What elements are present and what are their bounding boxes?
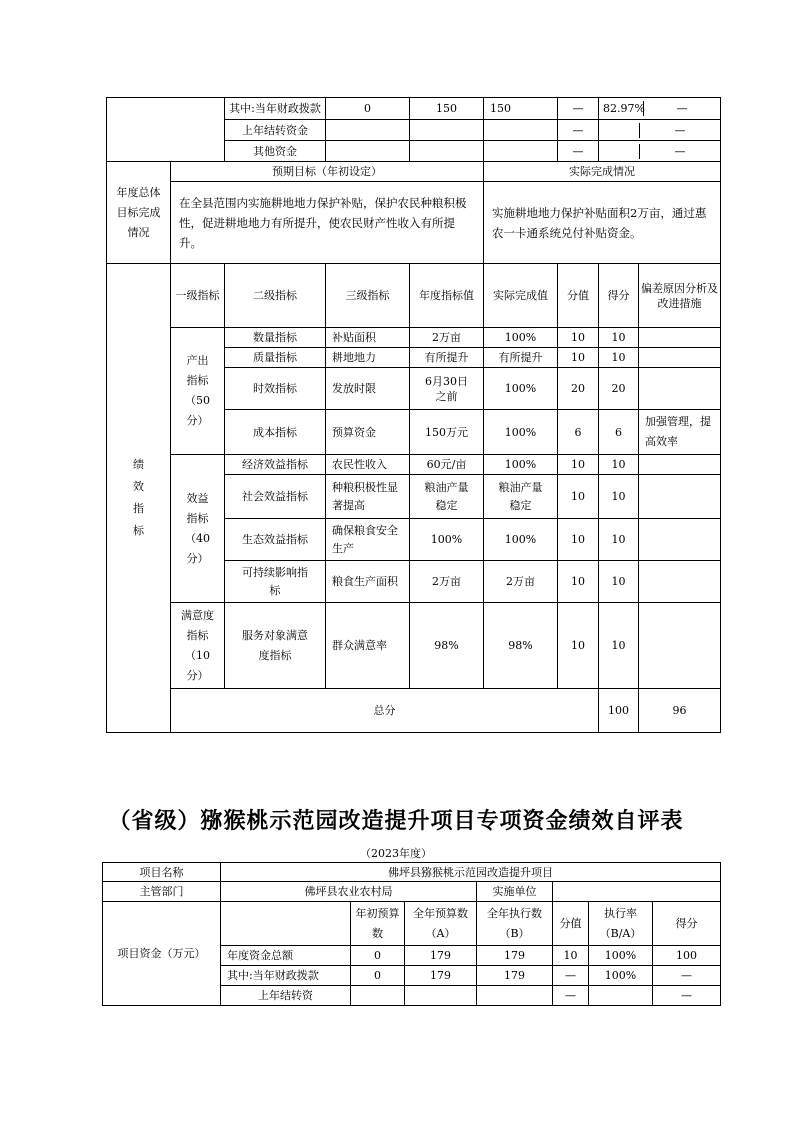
indicator-score: 10	[599, 519, 639, 561]
indicator-actual: 100%	[484, 328, 558, 348]
total-label: 总分	[171, 689, 599, 733]
funds-score: —	[653, 966, 721, 986]
indicator-l2: 成本指标	[225, 410, 326, 455]
indicator-l2: 生态效益指标	[225, 519, 326, 561]
indicator-weight: 10	[558, 475, 599, 519]
goals-label: 年度总体目标完成情况	[107, 162, 171, 264]
dept-value: 佛坪县农业农村局	[221, 882, 477, 902]
funds-weight: —	[553, 966, 589, 986]
budget-initial: 0	[326, 98, 410, 120]
indicator-l2: 质量指标	[225, 348, 326, 368]
header-level2: 二级指标	[225, 264, 326, 328]
indicator-target: 有所提升	[410, 348, 484, 368]
header-level3: 三级指标	[326, 264, 410, 328]
budget-row	[107, 98, 721, 120]
indicator-reason	[639, 475, 721, 519]
header-rate: 执行率（B/A）	[589, 902, 653, 946]
indicator-actual: 100%	[484, 455, 558, 475]
indicator-reason: 加强管理，提高效率	[639, 410, 721, 455]
performance-table	[106, 97, 721, 733]
project-name: 佛坪县猕猴桃示范园改造提升项目	[221, 863, 721, 882]
indicator-l3: 耕地地力	[326, 348, 410, 368]
indicator-score: 10	[599, 348, 639, 368]
indicator-l2: 服务对象满意度指标	[225, 603, 326, 689]
indicator-actual: 100%	[484, 410, 558, 455]
indicator-reason	[639, 455, 721, 475]
budget-executed: 150	[484, 98, 558, 120]
funds-initial: 0	[351, 946, 405, 966]
indicator-target: 2万亩	[410, 328, 484, 348]
funds-row-label: 其中:当年财政拨款	[221, 966, 351, 986]
indicator-l2: 可持续影响指标	[225, 561, 326, 603]
budget-weight: —	[558, 120, 599, 141]
funds-score: —	[653, 986, 721, 1006]
funds-score: 100	[653, 946, 721, 966]
impl-label: 实施单位	[477, 882, 553, 902]
project-name-label: 项目名称	[103, 863, 221, 882]
header-executed: 全年执行数（B）	[477, 902, 553, 946]
indicator-l2: 社会效益指标	[225, 475, 326, 519]
budget-weight: —	[558, 98, 599, 120]
header-level1: 一级指标	[171, 264, 225, 328]
indicator-target: 150万元	[410, 410, 484, 455]
budget-score: —	[674, 144, 686, 158]
indicator-reason	[639, 348, 721, 368]
header-target: 年度指标值	[410, 264, 484, 328]
indicator-weight: 10	[558, 328, 599, 348]
header-actual: 实际完成值	[484, 264, 558, 328]
indicator-l2: 时效指标	[225, 368, 326, 410]
budget-annual: 150	[410, 98, 484, 120]
budget-label: 其他资金	[225, 141, 326, 162]
table-row	[107, 603, 721, 689]
indicator-header-row	[107, 264, 721, 328]
expected-text: 在全县范围内实施耕地地力保护补贴，保护农民种粮积极性，促进耕地地力有所提升，使农民财产性收入有所提升。	[171, 182, 484, 264]
output-label: 产出指标（50分）	[171, 328, 225, 455]
indicator-l3: 农民性收入	[326, 455, 410, 475]
funds-executed	[477, 986, 553, 1006]
indicator-target: 6月30日之前	[410, 368, 484, 410]
funds-weight: 10	[553, 946, 589, 966]
indicator-score: 10	[599, 328, 639, 348]
indicator-l3: 确保粮食安全生产	[326, 519, 410, 561]
total-score: 96	[639, 689, 721, 733]
indicator-target: 粮油产量稳定	[410, 475, 484, 519]
indicator-weight: 6	[558, 410, 599, 455]
section2-title: （省级）猕猴桃示范园改造提升项目专项资金绩效自评表	[108, 808, 684, 834]
budget-label: 上年结转资金	[225, 120, 326, 141]
table-row	[107, 328, 721, 348]
indicator-target: 98%	[410, 603, 484, 689]
indicator-l3: 粮食生产面积	[326, 561, 410, 603]
indicator-score: 6	[599, 410, 639, 455]
indicator-l3: 群众满意率	[326, 603, 410, 689]
section2-subtitle: （2023年度）	[360, 847, 432, 860]
indicator-score: 10	[599, 455, 639, 475]
indicator-l3: 发放时限	[326, 368, 410, 410]
dept-label: 主管部门	[103, 882, 221, 902]
indicator-reason	[639, 368, 721, 410]
indicator-l3: 补贴面积	[326, 328, 410, 348]
funds-weight: —	[553, 986, 589, 1006]
funds-executed: 179	[477, 946, 553, 966]
total-row	[107, 689, 721, 733]
indicator-l2: 经济效益指标	[225, 455, 326, 475]
indicator-weight: 20	[558, 368, 599, 410]
indicator-weight: 10	[558, 455, 599, 475]
indicator-actual: 有所提升	[484, 348, 558, 368]
indicators-section-label: 绩效指标	[107, 264, 171, 733]
indicator-reason	[639, 519, 721, 561]
indicator-target: 100%	[410, 519, 484, 561]
header-reason: 偏差原因分析及改进措施	[639, 264, 721, 328]
funds-rate: 100%	[589, 946, 653, 966]
indicator-actual: 100%	[484, 368, 558, 410]
funds-rate: 100%	[589, 966, 653, 986]
funds-rate	[589, 986, 653, 1006]
funds-initial: 0	[351, 966, 405, 986]
indicator-score: 10	[599, 475, 639, 519]
indicator-l3: 预算资金	[326, 410, 410, 455]
indicator-actual: 粮油产量稳定	[484, 475, 558, 519]
header-score: 得分	[653, 902, 721, 946]
indicator-actual: 98%	[484, 603, 558, 689]
budget-rate: 82.97%	[599, 101, 644, 116]
indicator-weight: 10	[558, 561, 599, 603]
budget-score: —	[676, 102, 688, 115]
indicator-target: 2万亩	[410, 561, 484, 603]
header-score: 得分	[599, 264, 639, 328]
funds-row-label: 年度资金总额	[221, 946, 351, 966]
indicator-l2: 数量指标	[225, 328, 326, 348]
total-weight: 100	[599, 689, 639, 733]
indicator-score: 10	[599, 561, 639, 603]
funds-initial	[351, 986, 405, 1006]
header-initial: 年初预算数	[351, 902, 405, 946]
funds-annual: 179	[405, 946, 477, 966]
funds-annual	[405, 986, 477, 1006]
actual-header: 实际完成情况	[484, 162, 721, 182]
indicator-reason	[639, 328, 721, 348]
indicator-actual: 100%	[484, 519, 558, 561]
indicator-reason	[639, 561, 721, 603]
satisfaction-label: 满意度指标（10分）	[171, 603, 225, 689]
expected-header: 预期目标（年初设定）	[171, 162, 484, 182]
indicator-reason	[639, 603, 721, 689]
indicator-weight: 10	[558, 519, 599, 561]
funds-label: 项目资金（万元）	[103, 902, 221, 1006]
funds-executed: 179	[477, 966, 553, 986]
indicator-weight: 10	[558, 603, 599, 689]
budget-label: 其中:当年财政拨款	[225, 98, 326, 120]
project-funds-table	[102, 862, 721, 1006]
indicator-target: 60元/亩	[410, 455, 484, 475]
indicator-score: 20	[599, 368, 639, 410]
funds-label-cell	[107, 98, 225, 162]
table-row	[107, 455, 721, 475]
indicator-l3: 种粮积极性显著提高	[326, 475, 410, 519]
funds-row-label: 上年结转资	[221, 986, 351, 1006]
funds-annual: 179	[405, 966, 477, 986]
impl-value	[553, 882, 721, 902]
header-weight: 分值	[553, 902, 589, 946]
budget-score: —	[674, 123, 686, 137]
benefit-label: 效益指标（40分）	[171, 455, 225, 603]
indicator-actual: 2万亩	[484, 561, 558, 603]
header-weight: 分值	[558, 264, 599, 328]
actual-text: 实施耕地地力保护补贴面积2万亩，通过惠农一卡通系统兑付补贴资金。	[484, 182, 721, 264]
indicator-weight: 10	[558, 348, 599, 368]
indicator-score: 10	[599, 603, 639, 689]
header-annual: 全年预算数（A）	[405, 902, 477, 946]
budget-weight: —	[558, 141, 599, 162]
